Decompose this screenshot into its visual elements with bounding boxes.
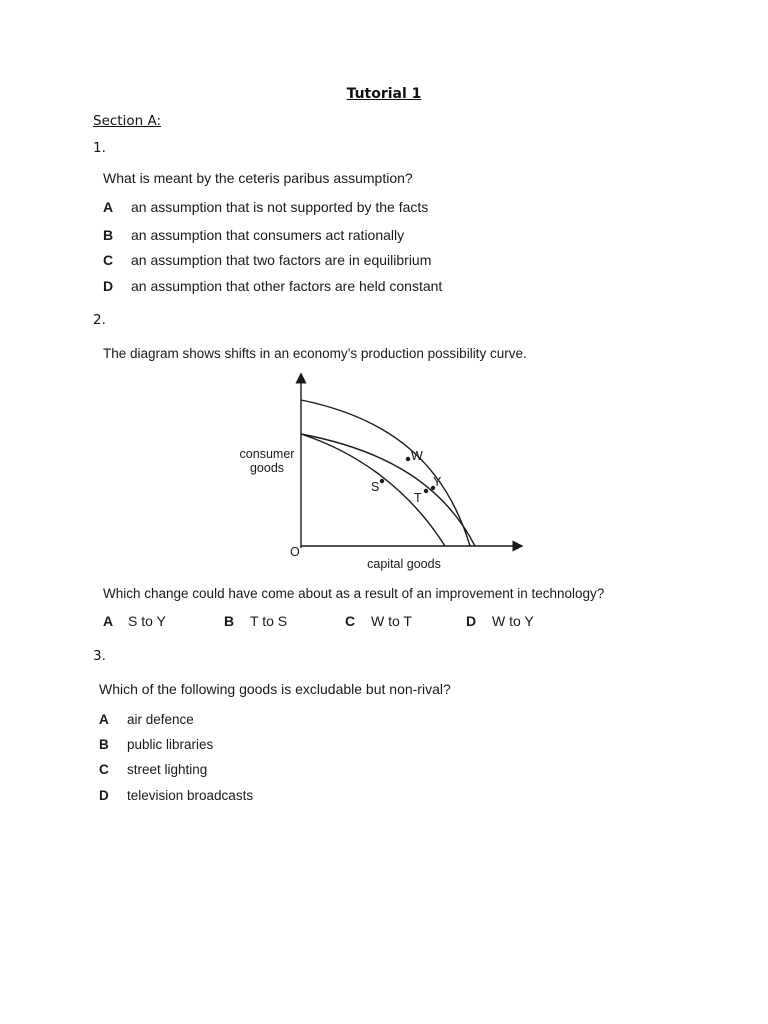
q1-option-c-text: an assumption that two factors are in equilibrium <box>131 252 432 268</box>
origin-label: O <box>290 545 300 559</box>
point-w-label: W <box>411 449 423 463</box>
question-1-number: 1. <box>93 140 106 156</box>
q3-option-c-letter: C <box>99 762 109 777</box>
q3-option-b-text: public libraries <box>127 737 214 752</box>
question-2-number: 2. <box>93 312 106 328</box>
question-3-number: 3. <box>93 648 106 664</box>
question-2-intro: The diagram shows shifts in an economy’s production possibility curve. <box>103 346 527 361</box>
q1-option-b-text: an assumption that consumers act rationally <box>131 227 405 243</box>
q3-option-d-letter: D <box>99 788 109 803</box>
q2-option-d-letter: D <box>466 613 477 629</box>
document-title: Tutorial 1 <box>346 86 422 102</box>
y-axis-label-line1: consumer <box>239 447 295 461</box>
q2-option-d-text: W to Y <box>492 613 534 629</box>
q2-option-a-letter: A <box>103 613 114 629</box>
question-2-text: Which change could have come about as a result of an improvement in technology? <box>103 586 605 601</box>
q3-option-b-letter: B <box>99 737 109 752</box>
question-3-text: Which of the following goods is excludable but non-rival? <box>99 681 451 697</box>
q1-option-b-letter: B <box>103 227 114 243</box>
q2-option-b-letter: B <box>224 613 235 629</box>
q1-option-a-letter: A <box>103 199 114 215</box>
point-t-marker <box>424 489 428 493</box>
y-axis-label-line2: goods <box>249 461 285 475</box>
q3-option-a-text: air defence <box>127 712 194 727</box>
q3-option-d-text: television broadcasts <box>127 788 254 803</box>
q2-option-a-text: S to Y <box>128 613 166 629</box>
q1-option-d-letter: D <box>103 278 114 294</box>
point-y-label: Y <box>433 475 442 489</box>
section-heading: Section A: <box>93 113 161 129</box>
point-s-marker <box>380 479 384 483</box>
q1-option-d-text: an assumption that other factors are held constant <box>131 278 443 294</box>
q3-option-c-text: street lighting <box>127 762 208 777</box>
ppc-diagram <box>230 368 530 578</box>
q3-option-a-letter: A <box>99 712 109 727</box>
point-s-label: S <box>371 480 380 494</box>
q2-option-c-letter: C <box>345 613 356 629</box>
q2-option-c-text: W to T <box>371 613 412 629</box>
question-1-text: What is meant by the ceteris paribus assumption? <box>103 170 413 186</box>
q1-option-c-letter: C <box>103 252 114 268</box>
q1-option-a-text: an assumption that is not supported by the facts <box>131 199 429 215</box>
q2-option-b-text: T to S <box>250 613 288 629</box>
middle-ppc-curve <box>301 434 475 546</box>
point-t-label: T <box>414 491 422 505</box>
point-w-marker <box>406 457 410 461</box>
x-axis-label: capital goods <box>367 557 441 571</box>
outer-ppc-curve <box>301 400 470 546</box>
